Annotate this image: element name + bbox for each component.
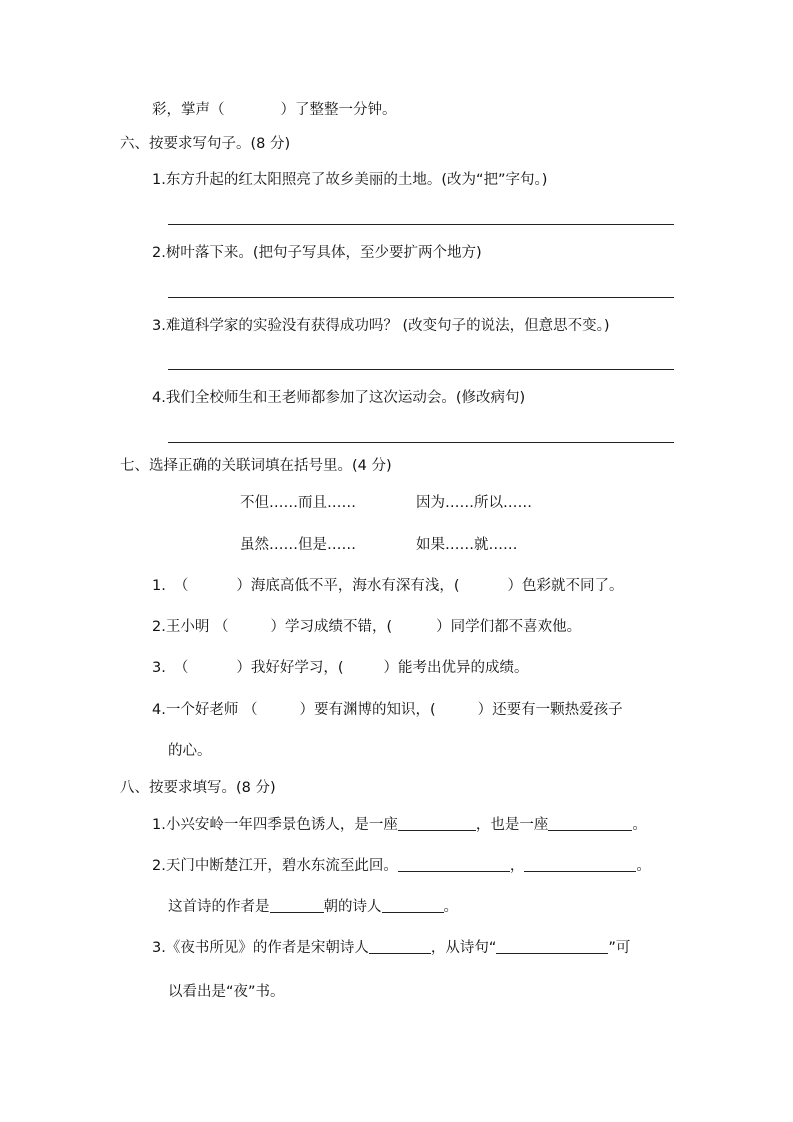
option-1: 不但……而且…… [240,495,356,511]
s6-item-4 [152,388,525,408]
text-part: ）同学们都不喜欢他。 [436,619,582,635]
text-part: 。 [632,817,647,833]
s7-question-1 [152,576,624,596]
s7-question-4 [152,700,623,720]
text-part: ）能考出优异的成绩。 [383,660,529,676]
text-part: 王小明 （ [165,619,229,635]
item-number: 3. [152,940,166,956]
continuation-line [152,100,397,120]
item-number: 1. [152,172,166,188]
item-number: 1. [152,578,166,594]
fill-blank[interactable] [524,857,636,872]
text-part: ）我好好学习，( [236,660,344,676]
s8-question-2 [152,856,651,876]
item-text: 东方升起的红太阳照亮了故乡美丽的土地。(改为“把”字句。) [165,172,548,188]
fill-blank[interactable] [398,816,476,831]
s6-item-1 [152,170,547,190]
s7-question-2 [152,617,581,637]
s7-question-3 [152,658,529,678]
fill-blank[interactable] [270,898,324,913]
item-number: 2. [152,619,166,635]
s8-question-3 [152,938,630,958]
continuation-suffix: ）了整整一分钟。 [280,102,397,118]
option-3: 虽然……但是…… [240,537,356,553]
text-part: ）学习成绩不错，( [270,619,393,635]
text-part: 一个好老师 （ [165,702,258,718]
s6-item-3 [152,316,610,336]
fill-blank[interactable] [398,857,510,872]
item-number: 2. [152,245,166,261]
option-2: 因为……所以…… [416,495,532,511]
s7-question-4-continuation: 的心。 [168,743,212,759]
text-part: 《夜书所见》的作者是宋朝诗人 [165,940,369,956]
text-part: 天门中断楚江开，碧水东流至此回。 [165,858,398,874]
s8-question-1 [152,815,647,835]
answer-line-4[interactable] [168,442,674,443]
text-part: ）要有渊博的知识，( [299,702,436,718]
text-part: ）还要有一颗热爱孩子 [477,702,623,718]
s6-item-2 [152,243,482,263]
text-part: ）色彩就不同了。 [507,578,624,594]
text-part: ，从诗句“ [430,940,497,956]
text-part: （ [173,660,189,676]
item-number: 3. [152,660,166,676]
item-text: 树叶落下来。(把句子写具体，至少要扩两个地方) [165,245,482,261]
item-number: 4. [152,702,166,718]
item-text: 难道科学家的实验没有获得成功吗？ (改变句子的说法，但意思不变。) [165,318,610,334]
text-part: 这首诗的作者是 [168,899,270,915]
section-7-heading: 七、选择正确的关联词填在括号里。(4 分) [120,458,392,474]
item-number: 3. [152,318,166,334]
text-part: ， [509,858,525,874]
s8-question-3-line2: 以看出是“夜”书。 [168,984,285,1000]
section-8-heading: 八、按要求填写。(8 分) [120,780,276,796]
option-4: 如果……就…… [416,537,518,553]
fill-blank[interactable] [496,939,608,954]
text-part: 。 [636,858,651,874]
text-part: ，也是一座 [475,817,549,833]
text-part: 。 [443,899,458,915]
fill-blank[interactable] [548,816,632,831]
item-number: 4. [152,390,166,406]
section-6-heading: 六、按要求写句子。(8 分) [120,136,291,152]
fill-blank[interactable] [369,939,431,954]
answer-line-1[interactable] [168,224,674,225]
s8-question-2-line2 [168,897,458,917]
answer-line-3[interactable] [168,369,674,370]
text-part: ）海底高低不平，海水有深有浅，( [236,578,460,594]
text-part: （ [173,578,189,594]
text-part: 朝的诗人 [323,899,382,915]
item-text: 我们全校师生和王老师都参加了这次运动会。(修改病句) [165,390,526,406]
fill-blank[interactable] [382,898,444,913]
continuation-prefix: 彩，掌声（ [152,102,225,118]
item-number: 1. [152,817,166,833]
answer-line-2[interactable] [168,297,674,298]
text-part: 小兴安岭一年四季景色诱人，是一座 [165,817,398,833]
item-number: 2. [152,858,166,874]
text-part: ”可 [608,940,631,956]
